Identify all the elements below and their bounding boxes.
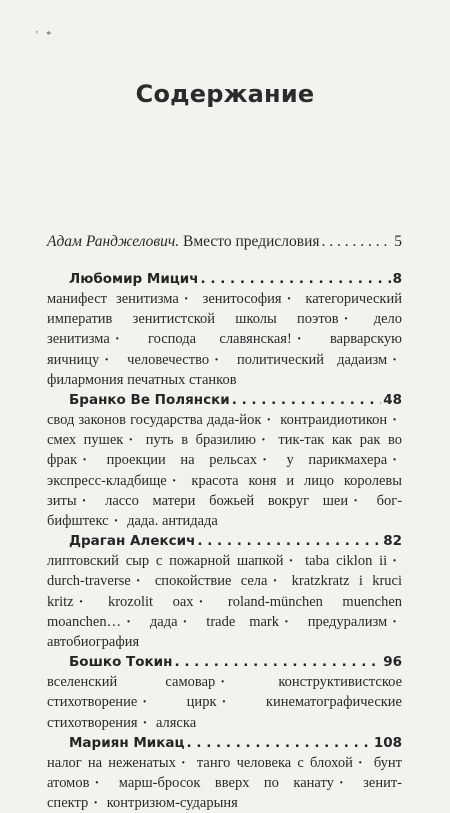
work-title[interactable]: зенитософия xyxy=(202,291,282,307)
work-title[interactable]: автобиография xyxy=(47,634,140,651)
contents-section xyxy=(47,531,402,652)
separator-dot: · xyxy=(353,492,358,509)
separator-dot: · xyxy=(182,613,188,630)
work-title[interactable]: бунт атомов xyxy=(47,754,403,792)
work-title[interactable]: контраидиотикон xyxy=(280,412,388,429)
separator-dot: · xyxy=(128,432,134,449)
separator-dot: · xyxy=(266,412,272,429)
preface-author: Адам Ранджелович. xyxy=(47,233,180,250)
separator-dot: · xyxy=(284,613,289,630)
page-title: Содержание xyxy=(135,80,315,108)
separator-dot: · xyxy=(260,432,266,449)
work-title[interactable]: марш-бросок вверх по канату xyxy=(118,775,334,792)
section-heading[interactable] xyxy=(47,652,402,672)
work-title[interactable]: экспресс-кладбище xyxy=(47,472,167,489)
dot-leader xyxy=(322,232,393,252)
work-title[interactable]: тик-так как рак во фрак xyxy=(47,432,403,469)
author-name: Бранко Ве Полянски xyxy=(69,392,230,409)
contents-section xyxy=(47,733,402,813)
separator-dot: · xyxy=(171,472,177,489)
work-title[interactable]: смех пушек xyxy=(47,432,124,449)
work-title[interactable]: у парикмахера xyxy=(286,452,388,469)
author-name: Драган Алексич xyxy=(69,533,196,550)
work-title[interactable]: кинематографические стихотворения xyxy=(47,694,402,731)
preface-page: 5 xyxy=(394,233,402,250)
work-title[interactable]: филармония печатных станков xyxy=(47,371,237,388)
preface-title: Вместо предисловия xyxy=(183,233,320,250)
separator-dot: · xyxy=(288,553,294,570)
work-title[interactable]: аляска xyxy=(155,714,197,731)
section-heading[interactable] xyxy=(47,269,402,289)
author-name: Мариян Микац xyxy=(69,734,185,751)
work-title[interactable]: лассо матери божьей вокруг шеи xyxy=(105,492,349,509)
work-title[interactable]: предурализм xyxy=(307,613,388,630)
separator-dot: · xyxy=(392,553,397,570)
works-list xyxy=(47,410,402,531)
page-number: 48 xyxy=(383,392,402,409)
work-title[interactable]: дело зенитизма xyxy=(47,311,402,348)
works-list xyxy=(47,672,402,733)
work-title[interactable]: дада xyxy=(149,613,178,630)
dot-leader xyxy=(197,531,381,551)
work-title[interactable]: варварскую яичницу xyxy=(47,331,403,368)
work-title[interactable]: господа славянская! xyxy=(148,331,292,348)
page-number: 108 xyxy=(373,734,402,751)
work-title[interactable]: krozolit oax xyxy=(107,593,194,610)
work-title[interactable]: политический дадаизм xyxy=(237,351,388,368)
work-title[interactable]: roland-münchen muenchen moanchen… xyxy=(47,593,403,630)
separator-dot: · xyxy=(214,351,219,368)
separator-dot: · xyxy=(142,714,148,731)
contents-section xyxy=(47,390,402,531)
page-number: 82 xyxy=(383,533,402,550)
section-heading[interactable] xyxy=(47,531,402,551)
separator-dot: · xyxy=(113,513,119,530)
work-title[interactable]: цирк xyxy=(186,694,217,711)
section-heading[interactable] xyxy=(47,390,402,410)
work-title[interactable]: налог на неженатых xyxy=(47,754,176,771)
dot-leader xyxy=(187,733,372,753)
work-title[interactable]: бог-бифштекс xyxy=(47,492,403,530)
work-title[interactable]: trade mark xyxy=(206,613,279,630)
separator-dot: · xyxy=(392,452,398,469)
dot-leader xyxy=(232,390,381,410)
work-title[interactable]: дада. антидада xyxy=(127,513,218,530)
separator-dot: · xyxy=(220,674,226,691)
separator-dot: · xyxy=(114,331,120,348)
work-title[interactable]: durch-traverse xyxy=(47,573,131,590)
work-title[interactable]: категорический императив зенитистской школы поэтов xyxy=(47,291,402,328)
separator-dot: · xyxy=(221,694,227,711)
work-title[interactable]: красота коня и лицо королевы зиты xyxy=(47,472,403,509)
separator-dot: · xyxy=(126,613,131,630)
separator-dot: · xyxy=(104,351,110,368)
page-number: 8 xyxy=(392,271,402,287)
separator-dot: · xyxy=(392,351,397,368)
works-list xyxy=(47,551,402,652)
work-title[interactable]: конструктивистское стихотворение xyxy=(47,674,403,711)
separator-dot: · xyxy=(78,593,84,610)
separator-dot: · xyxy=(198,593,204,610)
work-title[interactable]: человечество xyxy=(127,351,210,368)
separator-dot: · xyxy=(183,291,189,307)
separator-dot: · xyxy=(286,291,292,307)
work-title[interactable]: вселенский самовар xyxy=(47,674,216,691)
work-title[interactable]: липтовский сыр с пожарной шапкой xyxy=(47,553,284,570)
separator-dot: · xyxy=(392,613,398,630)
separator-dot: · xyxy=(142,694,148,711)
works-list xyxy=(47,289,402,390)
separator-dot: · xyxy=(343,311,349,328)
work-title[interactable]: контризюм-сударыня xyxy=(106,795,238,812)
separator-dot: · xyxy=(296,331,302,348)
dot-leader xyxy=(201,269,391,289)
separator-dot: · xyxy=(93,795,99,812)
dot-leader xyxy=(174,652,381,672)
separator-dot: · xyxy=(81,492,87,509)
separator-dot: · xyxy=(180,754,186,771)
author-name: Бошко Токин xyxy=(69,654,173,671)
corner-mark: ' * xyxy=(36,30,55,41)
separator-dot: · xyxy=(135,573,141,590)
contents-list xyxy=(47,269,402,813)
separator-dot: · xyxy=(262,452,267,469)
separator-dot: · xyxy=(338,775,344,792)
contents-section xyxy=(47,269,402,390)
work-title[interactable]: taba ciklon ii xyxy=(305,553,388,570)
work-title[interactable]: свод законов государства дада-йок xyxy=(47,412,262,429)
work-title[interactable]: танго человека с блохой xyxy=(196,754,353,771)
separator-dot: · xyxy=(357,754,363,771)
work-title[interactable]: манифест зенитизма xyxy=(47,291,179,307)
work-title[interactable]: путь в бразилию xyxy=(145,432,256,449)
work-title[interactable]: проекции на рельсах xyxy=(106,452,258,469)
page-number: 96 xyxy=(383,654,402,671)
preface-entry[interactable] xyxy=(47,232,402,252)
author-name: Любомир Мицич xyxy=(69,271,199,287)
work-title[interactable]: зенит-спектр xyxy=(47,775,403,812)
separator-dot: · xyxy=(94,775,100,792)
work-title[interactable]: kratzkratz i kruci kritz xyxy=(47,573,402,610)
works-list xyxy=(47,753,402,813)
work-title[interactable]: спокойствие села xyxy=(154,573,268,590)
contents-section xyxy=(47,652,402,733)
section-heading[interactable] xyxy=(47,733,402,753)
separator-dot: · xyxy=(82,452,87,469)
separator-dot: · xyxy=(392,412,398,429)
separator-dot: · xyxy=(272,573,278,590)
